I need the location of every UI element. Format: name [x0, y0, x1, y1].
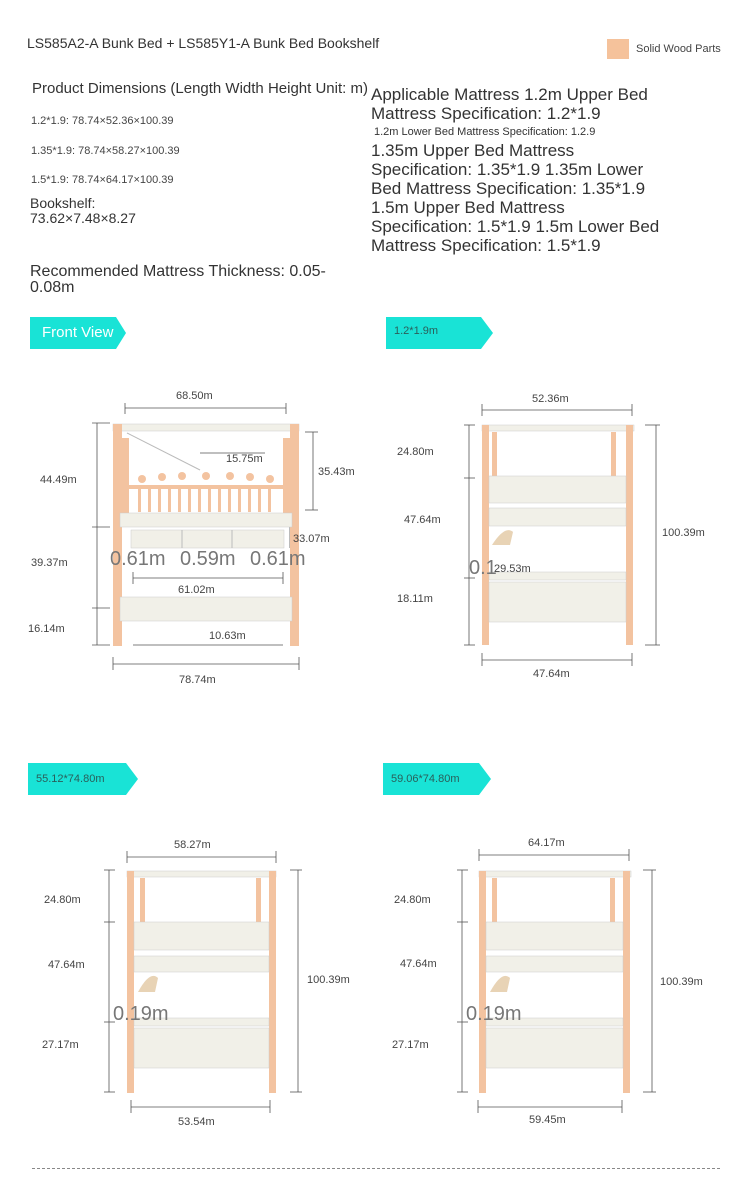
mattress-spec-3: 1.35m Upper Bed Mattress Specification: 1.35*1.9 1.35m Lower Bed Mattress Specification: 1.35*1.9 1.5m Upper Bed Mattress Specification: 1.5*1.9 1.5m Lower Bed Mattress Specification: 1.5*1.9 — [371, 141, 660, 255]
front-left-low-dim: 16.14m — [28, 623, 65, 635]
mattress-thickness: Recommended Mattress Thickness: 0.05-0.08m — [30, 263, 326, 296]
tag-1-35-label: 55.12*74.80m — [36, 773, 105, 785]
side135-height-dim: 100.39m — [307, 974, 350, 986]
side12-l2-dim: 47.64m — [404, 514, 441, 526]
side15-l1-dim: 24.80m — [394, 894, 431, 906]
side12-l3-dim: 18.11m — [397, 593, 433, 605]
front-inner-dim: 15.75m — [226, 453, 263, 465]
tag-1-5-label: 59.06*74.80m — [391, 773, 460, 785]
side135-top-dim: 58.27m — [174, 839, 211, 851]
front-total-width-dim: 78.74m — [179, 674, 216, 686]
side12-height-dim: 100.39m — [662, 527, 705, 539]
front-slot-a: 0.61m — [110, 548, 166, 570]
front-slot-c: 0.61m — [250, 548, 306, 570]
front-right-upper-dim: 35.43m — [318, 466, 355, 478]
spec-row-1: 1.2*1.9: 78.74×52.36×100.39 — [31, 115, 174, 127]
side12-top-dim: 52.36m — [532, 393, 569, 405]
side12-bottom-dim: 47.64m — [533, 668, 570, 680]
mattress-spec-1: Applicable Mattress 1.2m Upper Bed Mattress Specification: 1.2*1.9 — [371, 85, 648, 123]
tag-1-2-label: 1.2*1.9m — [394, 325, 439, 337]
tag-front-view-label: Front View — [42, 324, 114, 341]
legend-label: Solid Wood Parts — [636, 43, 721, 55]
front-left-upper-dim: 44.49m — [40, 474, 77, 486]
side15-inner: 0.19m — [466, 1003, 522, 1025]
bottom-divider — [32, 1168, 720, 1169]
side15-l2-dim: 47.64m — [400, 958, 437, 970]
side135-inner: 0.19m — [113, 1003, 169, 1025]
side12-l1-dim: 24.80m — [397, 446, 434, 458]
page-title: LS585A2-A Bunk Bed + LS585Y1-A Bunk Bed Bookshelf — [27, 35, 380, 51]
side135-bottom-dim: 53.54m — [178, 1116, 215, 1128]
front-bottom-gap-dim: 10.63m — [209, 630, 246, 642]
side12-inner-a: 0.1 — [469, 557, 497, 579]
side15-l3-dim: 27.17m — [392, 1039, 429, 1051]
front-inner-width-dim: 61.02m — [178, 584, 215, 596]
front-top-dim: 68.50m — [176, 390, 213, 402]
front-left-mid-dim: 39.37m — [31, 557, 68, 569]
mattress-spec-2: 1.2m Lower Bed Mattress Specification: 1.2.9 — [374, 126, 596, 138]
side15-top-dim: 64.17m — [528, 837, 565, 849]
spec-row-3: 1.5*1.9: 78.74×64.17×100.39 — [31, 174, 174, 186]
side135-l2-dim: 47.64m — [48, 959, 85, 971]
side12-inner-b: 29.53m — [494, 563, 531, 575]
side135-l3-dim: 27.17m — [42, 1039, 79, 1051]
front-right-mid-dim: 33.07m — [293, 533, 330, 545]
dimensions-heading: Product Dimensions (Length Width Height Unit: m) — [32, 80, 368, 97]
side15-height-dim: 100.39m — [660, 976, 703, 988]
front-slot-b: 0.59m — [180, 548, 236, 570]
spec-row-2: 1.35*1.9: 78.74×58.27×100.39 — [31, 145, 180, 157]
side135-l1-dim: 24.80m — [44, 894, 81, 906]
bookshelf-spec: Bookshelf: 73.62×7.48×8.27 — [30, 195, 136, 226]
side15-bottom-dim: 59.45m — [529, 1114, 566, 1126]
